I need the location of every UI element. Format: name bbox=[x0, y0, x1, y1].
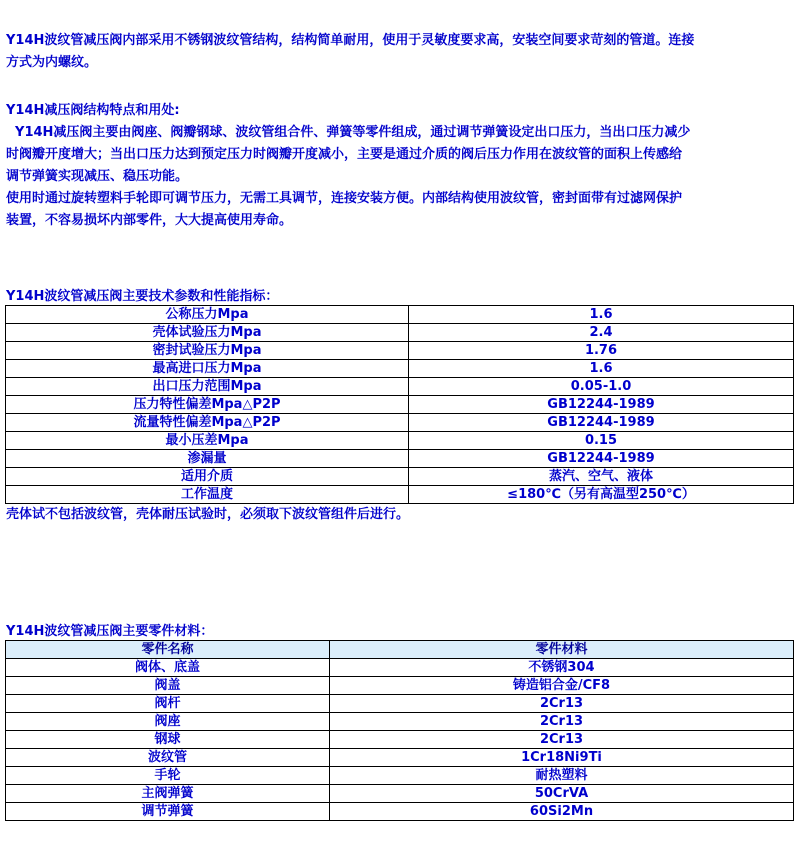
intro-line: Y14H波纹管减压阀内部采用不锈钢波纹管结构，结构简单耐用，使用于灵敏度要求高，安装空间要求苛刻的管道。连接 bbox=[6, 33, 695, 48]
part-name: 主阀弹簧 bbox=[6, 785, 330, 803]
spec-param-name: 最高进口压力Mpa bbox=[6, 360, 409, 378]
spec-row bbox=[6, 324, 794, 342]
spec-param-name: 流量特性偏差Mpa△P2P bbox=[6, 414, 409, 432]
part-material: 2Cr13 bbox=[330, 731, 794, 749]
spec-param-name: 渗漏量 bbox=[6, 450, 409, 468]
spec-param-name: 密封试验压力Mpa bbox=[6, 342, 409, 360]
spec-param-value: 0.05-1.0 bbox=[409, 378, 794, 396]
spec-param-name: 出口压力范围Mpa bbox=[6, 378, 409, 396]
parts-row bbox=[6, 785, 794, 803]
spec-param-value: 1.6 bbox=[409, 306, 794, 324]
part-name: 手轮 bbox=[6, 767, 330, 785]
part-material: 不锈钢304 bbox=[330, 659, 794, 677]
spec-table bbox=[5, 305, 794, 504]
part-name: 阀体、底盖 bbox=[6, 659, 330, 677]
part-material: 耐热塑料 bbox=[330, 767, 794, 785]
parts-table-header bbox=[6, 641, 794, 659]
spec-row bbox=[6, 432, 794, 450]
spec-param-name: 压力特性偏差Mpa△P2P bbox=[6, 396, 409, 414]
parts-row bbox=[6, 749, 794, 767]
spec-param-value: GB12244-1989 bbox=[409, 414, 794, 432]
spec-row bbox=[6, 396, 794, 414]
spec-row bbox=[6, 360, 794, 378]
parts-row bbox=[6, 695, 794, 713]
spec-param-value: 1.6 bbox=[409, 360, 794, 378]
part-name: 阀盖 bbox=[6, 677, 330, 695]
spec-row bbox=[6, 378, 794, 396]
part-name: 阀杆 bbox=[6, 695, 330, 713]
spec-row bbox=[6, 306, 794, 324]
spec-param-value: 蒸汽、空气、液体 bbox=[409, 468, 794, 486]
features-line: 时阀瓣开度增大；当出口压力达到预定压力时阀瓣开度减小，主要是通过介质的阀后压力作用在波纹管的面积上传感给 bbox=[6, 147, 683, 162]
features-line: 装置，不容易损坏内部零件，大大提高使用寿命。 bbox=[6, 213, 293, 228]
parts-row bbox=[6, 713, 794, 731]
parts-title: Y14H波纹管减压阀主要零件材料： bbox=[6, 624, 214, 639]
parts-row bbox=[6, 659, 794, 677]
spec-param-value: ≤180℃（另有高温型250℃） bbox=[409, 486, 794, 504]
part-name: 钢球 bbox=[6, 731, 330, 749]
part-name: 调节弹簧 bbox=[6, 803, 330, 821]
spec-param-value: 2.4 bbox=[409, 324, 794, 342]
features-line: Y14H减压阀主要由阀座、阀瓣钢球、波纹管组合件、弹簧等零件组成，通过调节弹簧设定出口压力，当出口压力减少 bbox=[6, 125, 691, 140]
part-material: 60Si2Mn bbox=[330, 803, 794, 821]
parts-row bbox=[6, 803, 794, 821]
part-name: 波纹管 bbox=[6, 749, 330, 767]
spec-row bbox=[6, 468, 794, 486]
spec-note: 壳体试不包括波纹管，壳体耐压试验时，必须取下波纹管组件后进行。 bbox=[6, 507, 410, 522]
part-material: 2Cr13 bbox=[330, 713, 794, 731]
features-section bbox=[6, 100, 798, 232]
spec-title: Y14H波纹管减压阀主要技术参数和性能指标： bbox=[6, 289, 279, 304]
part-name: 阀座 bbox=[6, 713, 330, 731]
header-cell-name: 零件名称 bbox=[6, 641, 330, 659]
spec-row bbox=[6, 414, 794, 432]
spec-param-name: 工作温度 bbox=[6, 486, 409, 504]
intro-line: 方式为内螺纹。 bbox=[6, 55, 98, 70]
spec-param-value: GB12244-1989 bbox=[409, 450, 794, 468]
spec-row bbox=[6, 486, 794, 504]
features-title: Y14H减压阀结构特点和用处: bbox=[6, 103, 180, 118]
spec-param-value: GB12244-1989 bbox=[409, 396, 794, 414]
spec-row bbox=[6, 450, 794, 468]
spec-param-value: 1.76 bbox=[409, 342, 794, 360]
part-material: 50CrVA bbox=[330, 785, 794, 803]
part-material: 铸造铝合金/CF8 bbox=[330, 677, 794, 695]
part-material: 2Cr13 bbox=[330, 695, 794, 713]
spec-param-name: 壳体试验压力Mpa bbox=[6, 324, 409, 342]
spec-param-name: 适用介质 bbox=[6, 468, 409, 486]
spec-param-name: 公称压力Mpa bbox=[6, 306, 409, 324]
parts-row bbox=[6, 731, 794, 749]
parts-row bbox=[6, 767, 794, 785]
intro-paragraph bbox=[6, 30, 798, 74]
features-line: 使用时通过旋转塑料手轮即可调节压力，无需工具调节，连接安装方便。内部结构使用波纹管，密封面带有过滤网保护 bbox=[6, 191, 683, 206]
parts-row bbox=[6, 677, 794, 695]
spec-param-name: 最小压差Mpa bbox=[6, 432, 409, 450]
features-line: 调节弹簧实现减压、稳压功能。 bbox=[6, 169, 189, 184]
part-material: 1Cr18Ni9Ti bbox=[330, 749, 794, 767]
spec-row bbox=[6, 342, 794, 360]
header-cell-material: 零件材料 bbox=[330, 641, 794, 659]
parts-table bbox=[5, 640, 794, 821]
spec-param-value: 0.15 bbox=[409, 432, 794, 450]
